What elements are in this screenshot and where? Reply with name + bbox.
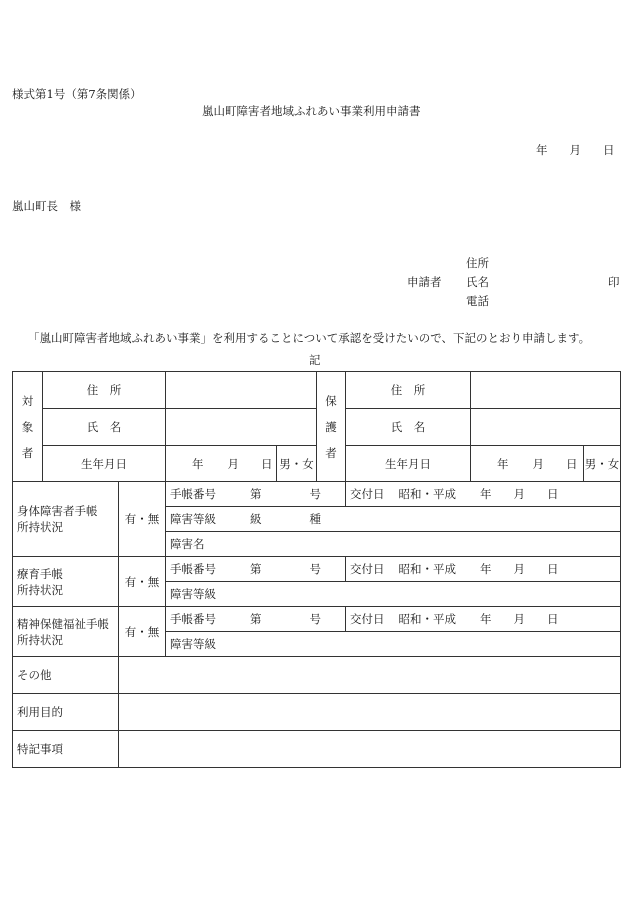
guardian-address-field[interactable] [471, 372, 621, 409]
go-label: 号 [309, 562, 321, 576]
applicant-name-label: 氏名 [466, 275, 489, 289]
ryouiku-handbook-label [13, 557, 119, 607]
guardian-char: 者 [325, 445, 337, 460]
subject-char: 対 [21, 393, 34, 408]
ki-heading: 記 [309, 353, 321, 367]
physical-grade-field[interactable] [166, 507, 621, 532]
subject-birth-month: 月 [227, 456, 239, 471]
guardian-birth-day: 日 [566, 456, 578, 471]
issue-month: 月 [513, 487, 525, 501]
shu-label: 種 [309, 512, 321, 526]
issue-year: 年 [480, 562, 492, 576]
era-label: 昭和・平成 [398, 612, 456, 626]
date-day: 日 [603, 143, 615, 157]
subject-char: 象 [21, 419, 34, 434]
guardian-char: 護 [325, 419, 337, 434]
issue-year: 年 [480, 612, 492, 626]
guardian-birth-field[interactable] [471, 446, 584, 482]
purpose-field[interactable] [119, 694, 621, 731]
application-form-table [12, 371, 621, 768]
physical-handbook-label [13, 482, 119, 557]
number-label: 手帳番号 [170, 487, 216, 501]
subject-address-field[interactable] [166, 372, 317, 409]
issue-year: 年 [480, 487, 492, 501]
subject-char: 者 [21, 445, 34, 460]
notes-label: 特記事項 [13, 731, 119, 768]
issue-label: 交付日 [350, 562, 385, 576]
guardian-address-label: 住 所 [346, 372, 471, 409]
date-month: 月 [569, 143, 581, 157]
physical-yesno[interactable]: 有・無 [119, 482, 166, 557]
ryouiku-yesno[interactable]: 有・無 [119, 557, 166, 607]
dai-label: 第 [250, 562, 262, 576]
mental-handbook-line2: 所持状況 [17, 632, 63, 647]
ryouiku-number-field[interactable] [166, 557, 346, 582]
number-label: 手帳番号 [170, 562, 216, 576]
mental-handbook-label [13, 607, 119, 657]
guardian-birth-month: 月 [532, 456, 544, 471]
dai-label: 第 [250, 487, 262, 501]
go-label: 号 [309, 612, 321, 626]
subject-birth-day: 日 [261, 456, 273, 471]
kyu-label: 級 [250, 512, 262, 526]
ryouiku-issue-field[interactable] [346, 557, 621, 582]
physical-number-field[interactable] [166, 482, 346, 507]
issue-day: 日 [547, 612, 559, 626]
subject-label [13, 372, 43, 482]
number-label: 手帳番号 [170, 612, 216, 626]
applicant-address-label: 住所 [466, 256, 489, 270]
subject-address-label: 住 所 [43, 372, 166, 409]
document-title: 嵐山町障害者地域ふれあい事業利用申請書 [202, 104, 421, 118]
date-line [536, 142, 615, 158]
statement: 「嵐山町障害者地域ふれあい事業」を利用することについて承認を受けたいので、下記のとおり申請します。 [28, 331, 591, 345]
subject-name-field[interactable] [166, 409, 317, 446]
go-label: 号 [309, 487, 321, 501]
guardian-char: 保 [325, 393, 337, 408]
mental-issue-field[interactable] [346, 607, 621, 632]
physical-disability-name-field[interactable] [166, 532, 621, 557]
era-label: 昭和・平成 [398, 562, 456, 576]
other-field[interactable] [119, 657, 621, 694]
applicant-role: 申請者 [407, 275, 442, 289]
ryouiku-grade-field[interactable] [166, 582, 621, 607]
purpose-label: 利用目的 [13, 694, 119, 731]
grade-label: 障害等級 [170, 512, 216, 526]
physical-handbook-line2: 所持状況 [17, 520, 63, 534]
issue-month: 月 [513, 612, 525, 626]
issue-month: 月 [513, 562, 525, 576]
issue-day: 日 [547, 487, 559, 501]
mental-number-field[interactable] [166, 607, 346, 632]
physical-issue-field[interactable] [346, 482, 621, 507]
disability-name-label: 障害名 [170, 537, 205, 551]
guardian-birth-label: 生年月日 [346, 446, 471, 482]
guardian-birth-year: 年 [497, 456, 509, 471]
issue-label: 交付日 [350, 487, 385, 501]
era-label: 昭和・平成 [398, 487, 456, 501]
guardian-name-label: 氏 名 [346, 409, 471, 446]
ryouiku-handbook-line2: 所持状況 [17, 582, 63, 597]
mental-grade-field[interactable] [166, 632, 621, 657]
mental-handbook-line1: 精神保健福祉手帳 [17, 616, 109, 631]
form-number: 様式第1号（第7条関係） [12, 87, 142, 101]
mental-yesno[interactable]: 有・無 [119, 607, 166, 657]
guardian-sex[interactable]: 男・女 [584, 446, 621, 482]
subject-birth-field[interactable] [166, 446, 277, 482]
other-label: その他 [13, 657, 119, 694]
issue-label: 交付日 [350, 612, 385, 626]
grade-label: 障害等級 [170, 637, 216, 651]
subject-sex[interactable]: 男・女 [277, 446, 317, 482]
addressee: 嵐山町長 様 [12, 199, 81, 213]
subject-birth-label: 生年月日 [43, 446, 166, 482]
notes-field[interactable] [119, 731, 621, 768]
guardian-label [317, 372, 346, 482]
subject-birth-year: 年 [192, 456, 204, 471]
applicant-seal: 印 [608, 275, 620, 289]
grade-label: 障害等級 [170, 587, 216, 601]
date-year: 年 [536, 143, 548, 157]
subject-name-label: 氏 名 [43, 409, 166, 446]
ryouiku-handbook-line1: 療育手帳 [17, 566, 63, 581]
dai-label: 第 [250, 612, 262, 626]
guardian-name-field[interactable] [471, 409, 621, 446]
issue-day: 日 [547, 562, 559, 576]
physical-handbook-line1: 身体障害者手帳 [17, 504, 98, 518]
applicant-phone-label: 電話 [466, 294, 489, 308]
